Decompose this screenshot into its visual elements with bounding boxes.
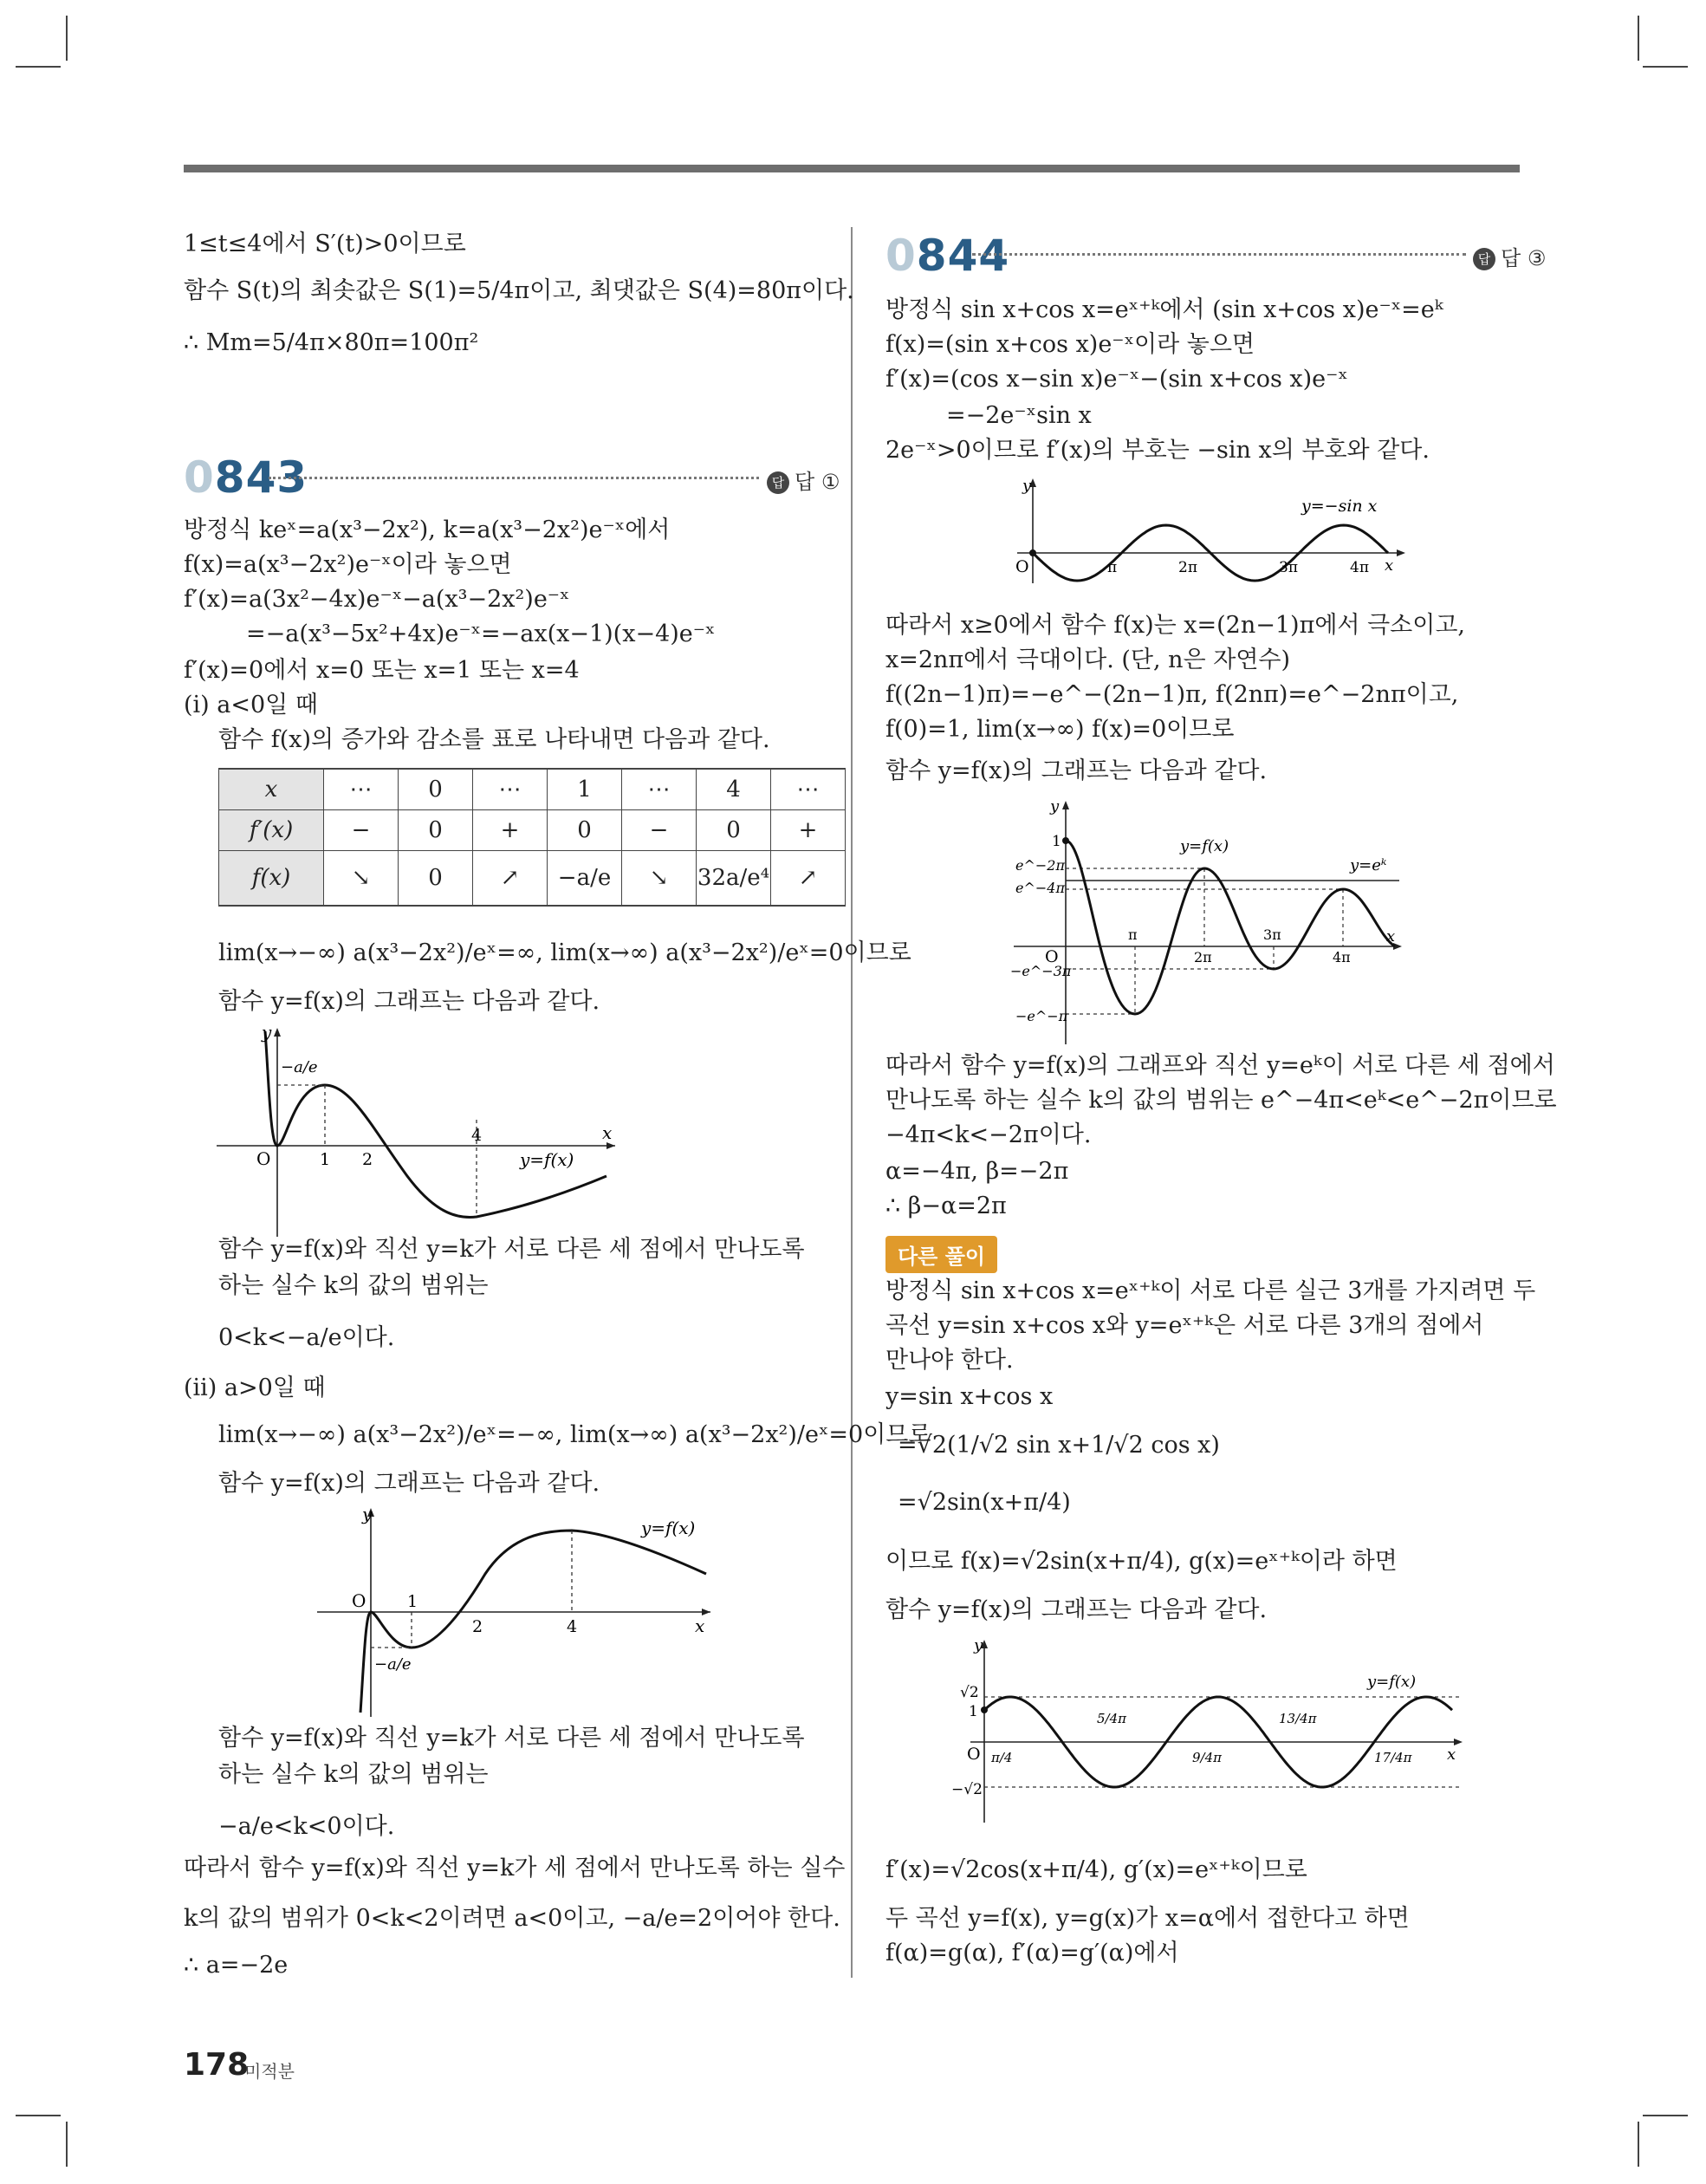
origin-label: O xyxy=(352,1590,366,1611)
curve-fx xyxy=(360,1531,706,1713)
crop-mark xyxy=(1643,66,1688,68)
graph-a-negative xyxy=(208,1024,624,1241)
axis-label-x: x xyxy=(1385,556,1394,575)
text-line: −4π<k<−2π이다. xyxy=(885,1121,1092,1148)
tick-label: 1 xyxy=(969,1703,978,1720)
tick-label: 4 xyxy=(567,1617,578,1636)
text-line: 2e⁻ˣ>0이므로 f′(x)의 부호는 −sin x의 부호와 같다. xyxy=(885,437,1430,464)
text-line: ∴ a=−2e xyxy=(184,1952,289,1979)
axis-label-x: x xyxy=(1386,927,1396,946)
variation-table xyxy=(218,768,846,907)
text-line: 따라서 함수 y=f(x)와 직선 y=k가 세 점에서 만나도록 하는 실수 xyxy=(184,1855,846,1882)
x-axis-arrow xyxy=(702,1609,710,1615)
text-line: f(x)=(sin x+cos x)e⁻ˣ이라 놓으면 xyxy=(885,331,1255,358)
tick-label: 2π xyxy=(1178,559,1197,576)
text-line: ∴ β−α=2π xyxy=(885,1193,1007,1219)
y-axis-arrow xyxy=(1062,801,1069,809)
tick-label: 2π xyxy=(1194,949,1212,965)
text-line: 함수 y=f(x)와 직선 y=k가 서로 다른 세 점에서 만나도록 xyxy=(218,1236,805,1263)
tick-label: e^−2π xyxy=(1015,857,1065,874)
axis-label-y: y xyxy=(1050,797,1060,816)
text-line: (ii) a>0일 때 xyxy=(184,1375,326,1401)
line-label: y=eᵏ xyxy=(1350,856,1387,874)
text-line: f′(x)=(cos x−sin x)e⁻ˣ−(sin x+cos x)e⁻ˣ xyxy=(885,366,1348,393)
text-line: 만나도록 하는 실수 k의 값의 범위는 e^−4π<eᵏ<e^−2π이므로 xyxy=(885,1087,1557,1114)
table-cell: x xyxy=(219,769,324,810)
crop-mark xyxy=(1638,2122,1639,2167)
table-cell: 0 xyxy=(399,769,473,810)
tick-label: 5/4π xyxy=(1097,1711,1126,1726)
answer-badge-icon: 답 xyxy=(767,471,789,494)
text-line: x=2nπ에서 극대이다. (단, n은 자연수) xyxy=(885,647,1291,673)
table-cell: ⋯ xyxy=(622,769,697,810)
tick-label: 1 xyxy=(1052,833,1061,850)
text-line: 함수 y=f(x)의 그래프는 다음과 같다. xyxy=(885,1596,1268,1623)
text-line: 곡선 y=sin x+cos x와 y=eˣ⁺ᵏ은 서로 다른 3개의 점에서 xyxy=(885,1312,1484,1339)
curve-label: y=f(x) xyxy=(1367,1673,1417,1691)
tick-label: 9/4π xyxy=(1192,1750,1222,1765)
start-dot xyxy=(981,1706,988,1713)
text-line: 1≤t≤4에서 S′(t)>0이므로 xyxy=(184,231,466,257)
text-line: 방정식 sin x+cos x=eˣ⁺ᵏ이 서로 다른 실근 3개를 가지려면 두 xyxy=(885,1277,1536,1304)
table-row xyxy=(219,851,846,907)
dotted-rule xyxy=(972,253,1466,256)
tick-label: 1 xyxy=(407,1592,418,1611)
text-line: k의 값의 범위가 0<k<2이려면 a<0이고, −a/e=2이어야 한다. xyxy=(184,1905,840,1932)
text-line: (i) a<0일 때 xyxy=(184,692,318,718)
crop-mark xyxy=(16,2115,61,2116)
graph-damped xyxy=(1005,797,1412,1049)
dotted-rule xyxy=(269,477,759,479)
text-line: f((2n−1)π)=−e^−(2n−1)π, f(2nπ)=e^−2nπ이고, xyxy=(885,681,1459,708)
text-line: 방정식 keˣ=a(x³−2x²), k=a(x³−2x²)e⁻ˣ에서 xyxy=(184,517,671,543)
text-line: 함수 y=f(x)의 그래프는 다음과 같다. xyxy=(218,988,600,1015)
text-line: f(x)=a(x³−2x²)e⁻ˣ이라 놓으면 xyxy=(184,551,512,578)
tick-label: 4π xyxy=(1350,559,1369,576)
origin-label: O xyxy=(256,1148,271,1169)
text-line: 하는 실수 k의 값의 범위는 xyxy=(218,1761,489,1788)
text-line: 함수 S(t)의 최솟값은 S(1)=5/4π이고, 최댓값은 S(4)=80π이다. xyxy=(184,277,854,304)
axis-label-y: y xyxy=(262,1024,272,1043)
page-section: 미적분 xyxy=(244,2061,295,2082)
curve-fx xyxy=(1066,841,1395,1014)
origin-label: O xyxy=(1045,947,1059,966)
text-line: f′(x)=0에서 x=0 또는 x=1 또는 x=4 xyxy=(184,657,580,684)
text-line: 함수 y=f(x)의 그래프는 다음과 같다. xyxy=(218,1470,600,1497)
text-line: 이므로 f(x)=√2sin(x+π/4), g(x)=eˣ⁺ᵏ이라 하면 xyxy=(885,1548,1398,1575)
tick-label: π xyxy=(1107,559,1118,576)
tick-label: e^−4π xyxy=(1015,880,1065,896)
tick-label: 17/4π xyxy=(1374,1750,1412,1765)
text-line: f′(x)=√2cos(x+π/4), g′(x)=eˣ⁺ᵏ이므로 xyxy=(885,1856,1307,1883)
text-line: ∴ Mm=5/4π×80π=100π² xyxy=(184,329,479,356)
graph-neg-sin xyxy=(1014,475,1412,588)
text-line: y=sin x+cos x xyxy=(885,1383,1054,1410)
x-axis-arrow xyxy=(607,1142,615,1149)
tick-label: 4π xyxy=(1333,949,1351,965)
tick-label: 13/4π xyxy=(1279,1711,1317,1726)
tick-label: −e^−3π xyxy=(1010,963,1072,979)
problem-number: 0844 xyxy=(885,231,1010,281)
origin-label: O xyxy=(1015,557,1029,576)
text-line: f′(x)=a(3x²−4x)e⁻ˣ−a(x³−2x²)e⁻ˣ xyxy=(184,586,570,613)
text-line: 두 곡선 y=f(x), y=g(x)가 x=α에서 접한다고 하면 xyxy=(885,1905,1410,1932)
graph-b-positive xyxy=(312,1505,719,1721)
crop-mark xyxy=(1638,16,1639,61)
alt-solution-badge: 다른 풀이 xyxy=(885,1236,997,1273)
text-line: =−2e⁻ˣsin x xyxy=(946,402,1092,429)
tick-label: π xyxy=(1128,926,1138,943)
curve-label: y=f(x) xyxy=(641,1518,696,1538)
table-cell: −a/e xyxy=(548,851,622,907)
text-line: α=−4π, β=−2π xyxy=(885,1158,1069,1185)
table-cell: ⋯ xyxy=(771,769,846,810)
text-line: 만나야 한다. xyxy=(885,1347,1014,1374)
x-axis-arrow xyxy=(1454,1739,1463,1745)
text-line: f(α)=g(α), f′(α)=g′(α)에서 xyxy=(885,1940,1179,1966)
curve-label: y=f(x) xyxy=(1180,837,1229,855)
table-cell: ↘ xyxy=(324,851,399,907)
table-cell: − xyxy=(324,810,399,851)
table-cell: 4 xyxy=(697,769,771,810)
table-cell: f(x) xyxy=(219,851,324,907)
text-line: 방정식 sin x+cos x=eˣ⁺ᵏ에서 (sin x+cos x)e⁻ˣ=eᵏ xyxy=(885,296,1443,323)
curve-label: y=−sin x xyxy=(1301,497,1378,516)
graph-sqrt2-sin xyxy=(936,1636,1473,1827)
tick-label: 3π xyxy=(1279,559,1298,576)
text-line: 함수 f(x)의 증가와 감소를 표로 나타내면 다음과 같다. xyxy=(218,726,770,753)
table-cell: ↗ xyxy=(771,851,846,907)
text-line: 하는 실수 k의 값의 범위는 xyxy=(218,1272,489,1299)
y-axis-arrow xyxy=(274,1028,281,1037)
table-cell: f′(x) xyxy=(219,810,324,851)
axis-label-y: y xyxy=(1022,477,1032,495)
text-line: 따라서 x≥0에서 함수 f(x)는 x=(2n−1)π에서 극소이고, xyxy=(885,612,1465,639)
x-axis-arrow xyxy=(1397,549,1405,556)
tick-label: 3π xyxy=(1263,926,1281,943)
text-line: =√2(1/√2 sin x+1/√2 cos x) xyxy=(898,1432,1220,1459)
table-cell: + xyxy=(473,810,548,851)
min-label: −a/e xyxy=(374,1655,412,1674)
table-cell: 0 xyxy=(697,810,771,851)
start-dot xyxy=(1062,837,1069,844)
table-cell: 1 xyxy=(548,769,622,810)
answer-label: 답 답 ③ xyxy=(1473,241,1546,271)
top-rule xyxy=(184,165,1520,172)
text-line: 따라서 함수 y=f(x)의 그래프와 직선 y=eᵏ이 서로 다른 세 점에서 xyxy=(885,1052,1555,1079)
table-cell: 32a/e⁴ xyxy=(697,851,771,907)
crop-mark xyxy=(66,2122,68,2167)
tick-label: 4 xyxy=(471,1126,483,1145)
page-number: 178 xyxy=(184,2047,250,2083)
tick-label: 2 xyxy=(472,1617,483,1636)
table-cell: 0 xyxy=(399,851,473,907)
axis-label-x: x xyxy=(695,1615,705,1636)
table-cell: ⋯ xyxy=(473,769,548,810)
origin-label: O xyxy=(967,1745,981,1764)
tick-label: −e^−π xyxy=(1015,1008,1068,1024)
text-line: =−a(x³−5x²+4x)e⁻ˣ=−ax(x−1)(x−4)e⁻ˣ xyxy=(246,621,716,647)
axis-label-x: x xyxy=(1447,1745,1456,1764)
curve-label: y=f(x) xyxy=(520,1149,574,1170)
table-cell: 0 xyxy=(548,810,622,851)
axis-label-y: y xyxy=(974,1636,983,1654)
crop-mark xyxy=(16,66,61,68)
origin-dot xyxy=(1029,549,1036,556)
answer-label: 답 답 ① xyxy=(767,465,840,495)
table-cell: + xyxy=(771,810,846,851)
column-divider xyxy=(851,227,853,1978)
table-cell: − xyxy=(622,810,697,851)
table-cell: 0 xyxy=(399,810,473,851)
text-line: lim(x→−∞) a(x³−2x²)/eˣ=−∞, lim(x→∞) a(x³−2x²)/eˣ=0이므로 xyxy=(218,1421,931,1448)
text-line: 0<k<−a/e이다. xyxy=(218,1324,395,1351)
max-label: −a/e xyxy=(281,1058,318,1076)
problem-number: 0843 xyxy=(184,452,308,503)
crop-mark xyxy=(66,16,68,61)
text-line: lim(x→−∞) a(x³−2x²)/eˣ=∞, lim(x→∞) a(x³−2x²)/eˣ=0이므로 xyxy=(218,939,911,966)
axis-label-x: x xyxy=(602,1122,613,1143)
text-line: =√2sin(x+π/4) xyxy=(898,1489,1071,1516)
table-cell: ⋯ xyxy=(324,769,399,810)
text-line: −a/e<k<0이다. xyxy=(218,1813,395,1840)
tick-label: 2 xyxy=(362,1150,373,1169)
text-line: f(0)=1, lim(x→∞) f(x)=0이므로 xyxy=(885,716,1235,743)
tick-label: √2 xyxy=(960,1684,979,1701)
tick-label: −√2 xyxy=(951,1781,983,1798)
table-cell: ↘ xyxy=(622,851,697,907)
text-line: 함수 y=f(x)의 그래프는 다음과 같다. xyxy=(885,757,1268,784)
tick-label: 1 xyxy=(320,1150,331,1169)
table-row xyxy=(219,769,846,810)
crop-mark xyxy=(1643,2115,1688,2116)
answer-badge-icon: 답 xyxy=(1473,248,1495,270)
table-row xyxy=(219,810,846,851)
tick-label: π/4 xyxy=(991,1750,1013,1765)
table-cell: ↗ xyxy=(473,851,548,907)
text-line: 함수 y=f(x)와 직선 y=k가 서로 다른 세 점에서 만나도록 xyxy=(218,1725,805,1752)
axis-label-y: y xyxy=(362,1505,373,1524)
